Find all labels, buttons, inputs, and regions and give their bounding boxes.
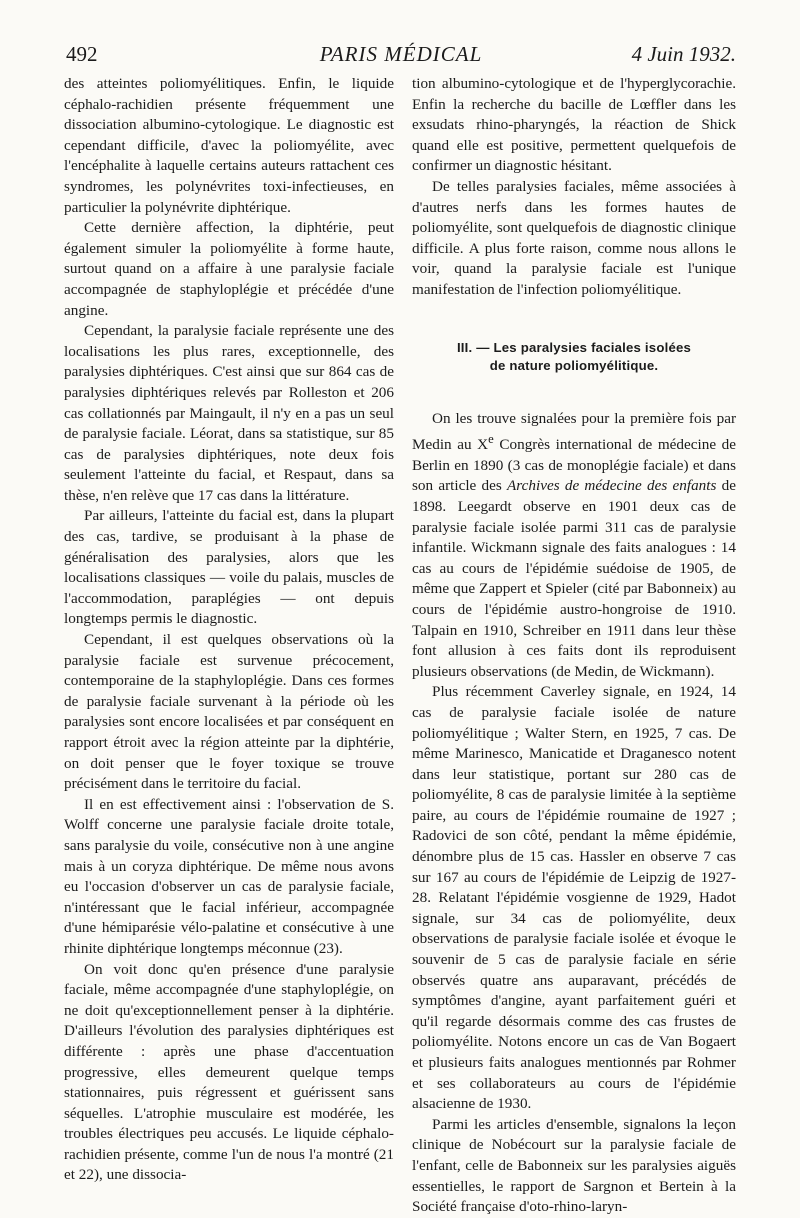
paragraph: Il en est effectivement ainsi : l'observation de S. Wolff concerne une paralysie faciale droite totale, sans paralysie du voile, consécutive non à une angine mais à un coryza diphtérique. De même nous avons eu l'occasion d'observer un cas de paralysie faciale, n'intéressant que le facial inférieur, accompagnée d'une hémiparésie vélo-palatine et consécutive à une rhinite diphtérique longtemps méconnue (23). bbox=[64, 795, 394, 957]
paragraph: De telles paralysies faciales, même associées à d'autres nerfs dans les formes hautes de poliomyélite, sont quelquefois de diagnostic clinique difficile. A plus forte raison, comme nous allons le voir, quand la paralysie faciale est l'unique manifestation de l'infection poliomyélitique. bbox=[412, 177, 736, 298]
journal-title: PARIS MÉDICAL bbox=[319, 42, 483, 66]
paragraph: Parmi les articles d'ensemble, signalons la leçon clinique de Nobécourt sur la paralysie faciale de l'enfant, celle de Babonneix sur les paralysies aiguës essentielles, le rapport de Sargnon et Bertein à la Société française d'oto-rhino-laryn- bbox=[412, 1115, 736, 1216]
text-run: On les trouve signalées pour la première fois par Medin au X bbox=[412, 409, 736, 454]
section-heading bbox=[412, 339, 736, 375]
paragraph: Cependant, la paralysie faciale représente une des localisations les plus rares, exceptionnelle, des paralysies diphtériques. C'est ainsi que sur 864 cas de paralysies diphtériques relevés par Rolleston et 206 cas collationnés par Maingault, il n'y en a pas un seul de paralysie faciale. Léorat, dans sa statistique, sur 85 cas de paralysies diphtériques, note deux fois seulement l'atteinte du facial, et Respaut, dans sa thèse, n'en relève que 17 cas dans la littérature. bbox=[64, 322, 394, 504]
paragraph: Par ailleurs, l'atteinte du facial est, dans la plupart des cas, tardive, se produisant à la phase de généralisation des paralysies, alors que les localisations classiques — voile du palais, muscles de l'accommodation, paraplégies — ont depuis longtemps permis le diagnostic. bbox=[64, 507, 394, 628]
paragraph: des atteintes poliomyélitiques. Enfin, le liquide céphalo-rachidien présente fréquemment une dissociation albumino-cytologique. Le diagnostic est cependant difficile, d'avec la poliomyélite, avec l'encéphalite à laquelle certains auteurs rattachent ces syndromes, les polynévrites toxi-infectieuses, en particulier la polynévrite diphtérique. bbox=[64, 75, 394, 216]
issue-date: 4 Juin 1932. bbox=[631, 42, 736, 66]
paragraph: On voit donc qu'en présence d'une paralysie faciale, même accompagnée d'une staphyloplégie, on ne doit qu'exceptionnellement penser à la diphtérie. D'ailleurs l'évolution des paralysies diphtériques est différente : après une phase d'accentuation progressive, elles demeurent quelque temps stationnaires, puis régressent et guérissent sans séquelles. L'atrophie musculaire est modérée, les troubles électriques peu accusés. Le liquide céphalo-rachidien présente, comme l'un de nous l'a montré (21 et 22), une dissocia- bbox=[64, 960, 394, 1184]
superscript: e bbox=[488, 432, 494, 447]
paragraph bbox=[412, 409, 736, 683]
text-run: Congrès international de médecine de Berlin en 1890 (3 cas de monoplégie faciale) et dans son article des bbox=[412, 436, 736, 495]
page-number: 492 bbox=[66, 42, 98, 66]
section-heading-line: de nature poliomyélitique. bbox=[489, 357, 659, 373]
paragraph: tion albumino-cytologique et de l'hyperglycorachie. Enfin la recherche du bacille de Lœffler dans les exsudats rhino-pharyngés, la réaction de Shick quand elle est positive, permettent quelquefois de confirmer un diagnostic hésitant. bbox=[412, 75, 736, 175]
paragraph: Cependant, il est quelques observations où la paralysie faciale est survenue précocement, contemporaine de la staphyloplégie. Dans ces formes de paralysie faciale survenant à la période où les paralysies sont encore localisées et par conséquent en rapport étroit avec la région atteinte par la diphtérie, on doit penser que le foyer toxique se trouve précisément dans le territoire du facial. bbox=[64, 631, 394, 793]
right-column bbox=[412, 74, 736, 1218]
journal-reference: Archives de médecine des enfants bbox=[507, 477, 717, 495]
paragraph: Plus récemment Caverley signale, en 1924, 14 cas de paralysie faciale isolée de nature poliomyélitique ; Walter Stern, en 1925, 7 cas. De même Marinesco, Manicatide et Draganesco notent dans leur statistique, portant sur 280 cas de poliomyélite, 8 cas de paralysie limitée à la septième paire, au cours de l'épidémie roumaine de 1927 ; Radovici de son côté, pendant la même épidémie, dénombre plus de 15 cas. Hassler en observe 7 cas sur 167 au cours de l'épidémie de Leipzig de 1927-28. Relatant l'épidémie vosgienne de 1929, Hadot signale, sur 34 cas de poliomyélite, deux observations de paralysie faciale isolée et évoque le souvenir de 5 cas de paralysie faciale en série observés quatre ans auparavant, précédés de symptômes d'angine, ayant parfaitement guéri et qu'il regarde désormais comme des cas frustes de poliomyélite. Notons encore un cas de Van Bogaert et plusieurs faits analogues mentionnés par Rohmer et ses collaborateurs au cours de l'épidémie alsacienne de 1930. bbox=[412, 683, 736, 1113]
section-heading-line: III. — Les paralysies faciales isolées bbox=[456, 339, 692, 355]
text-run: de 1898. Leegardt observe en 1901 deux cas de paralysie faciale isolée parmi 311 cas de paralysie infantile. Wickmann signale des faits analogues : 14 cas au cours de l'épidémie suédoise de 1905, de même que Zappert et Spieler (cité par Babonneix) au cours de l'épidémie austro-hongroise de 1910. Talpain en 1910, Schreiber en 1911 dans leur thèse font allusion à ces faits dont ils reproduisent plusieurs observations (de Medin, de Wickmann). bbox=[412, 477, 736, 680]
left-column bbox=[64, 74, 394, 1186]
running-header bbox=[66, 38, 736, 68]
paragraph: Cette dernière affection, la diphtérie, peut également simuler la poliomyélite à forme haute, surtout quand on a affaire à une paralysie faciale accompagnée de staphyloplégie et précédée d'une angine. bbox=[64, 219, 394, 319]
